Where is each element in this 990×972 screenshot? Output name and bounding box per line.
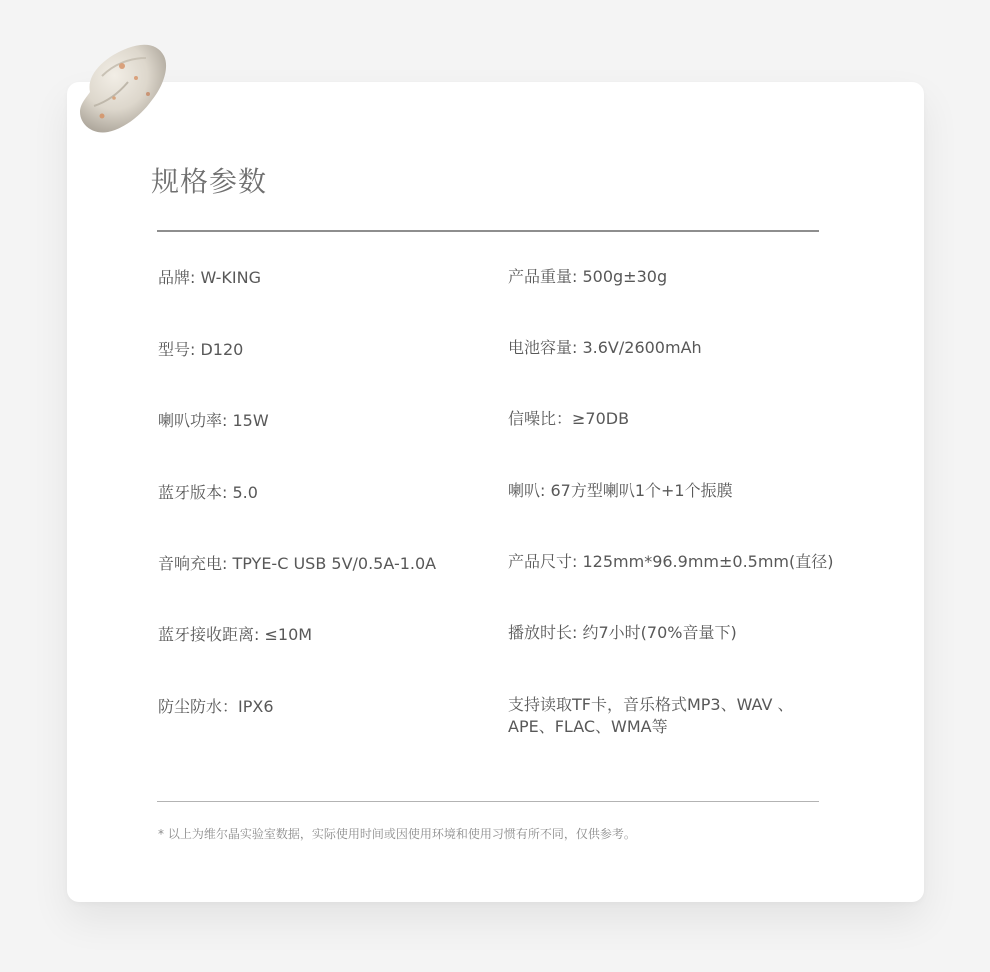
spec-battery: 电池容量: 3.6V/2600mAh — [508, 338, 702, 357]
spec-snr: 信噪比：≥70DB — [508, 409, 630, 428]
spec-speaker-power: 喇叭功率: 15W — [158, 411, 269, 430]
spec-dimensions: 产品尺寸: 125mm*96.9mm±0.5mm(直径) — [508, 552, 834, 571]
spec-bluetooth-version: 蓝牙版本: 5.0 — [158, 483, 258, 502]
spec-model: 型号: D120 — [158, 340, 244, 359]
top-divider — [157, 230, 819, 232]
spec-brand: 品牌: W-KING — [158, 268, 262, 287]
spec-speaker: 喇叭: 67方型喇叭1个+1个振膜 — [508, 481, 733, 500]
spec-weight: 产品重量: 500g±30g — [508, 267, 668, 286]
page-title: 规格参数 — [151, 165, 268, 198]
spec-playtime: 播放时长: 约7小时(70%音量下) — [508, 623, 737, 642]
spec-charging: 音响充电: TPYE-C USB 5V/0.5A-1.0A — [158, 554, 437, 573]
bottom-divider — [157, 801, 819, 802]
spec-bluetooth-range: 蓝牙接收距离: ≤10M — [158, 625, 313, 644]
spec-tf-support: 支持读取TF卡，音乐格式MP3、WAV 、 APE、FLAC、WMA等 — [508, 695, 794, 736]
rock-decoration — [72, 36, 176, 140]
spec-waterproof: 防尘防水：IPX6 — [158, 697, 274, 716]
footnote: * 以上为维尔晶实验室数据，实际使用时间或因使用环境和使用习惯有所不同，仅供参考。 — [158, 827, 636, 841]
